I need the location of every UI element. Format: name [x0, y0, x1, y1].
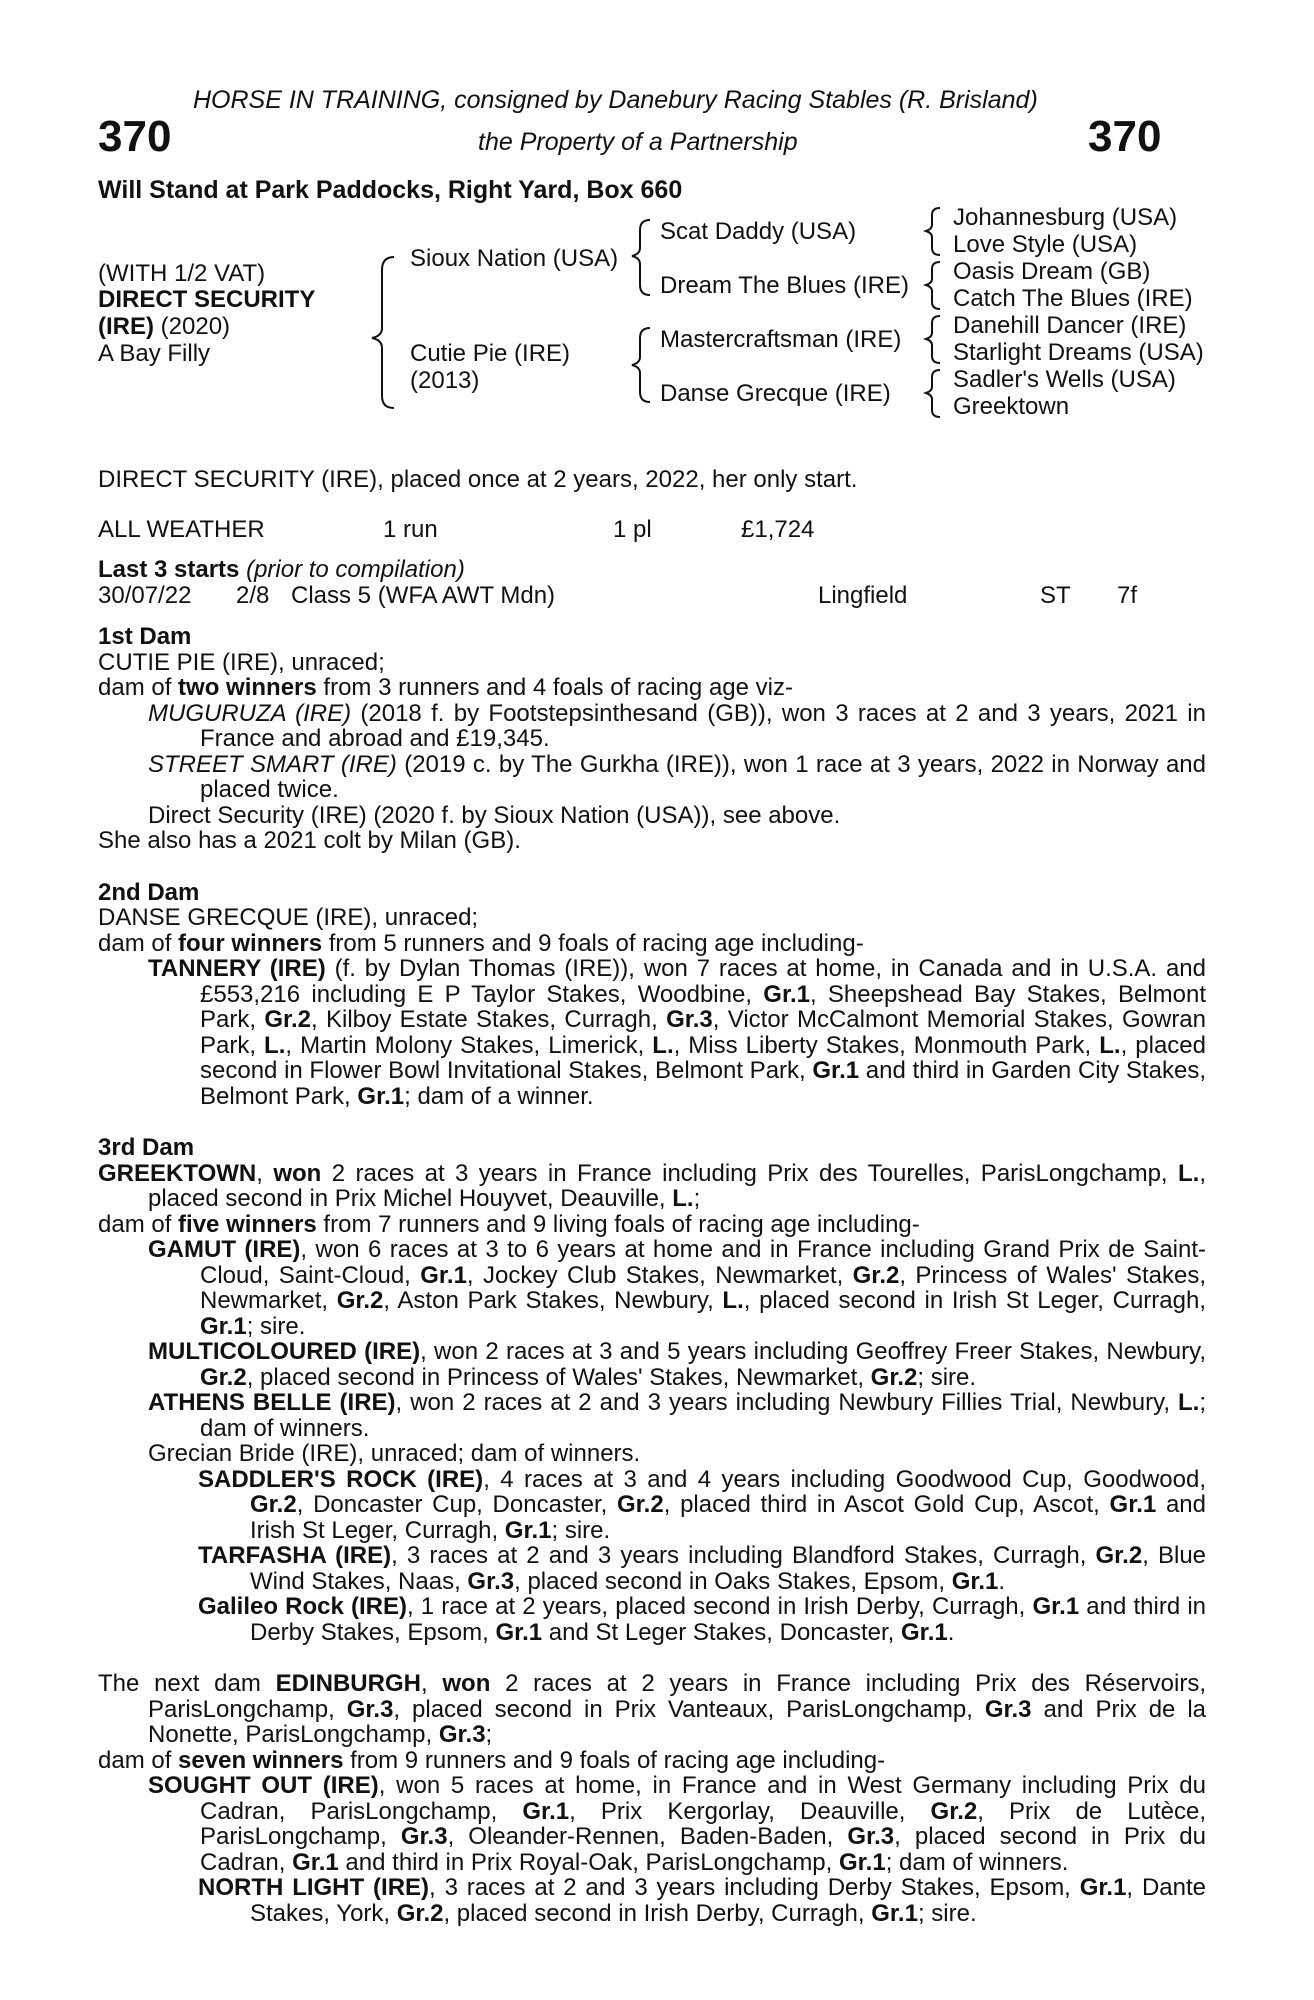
pedigree-g3: Oasis Dream (GB)	[953, 258, 1151, 285]
text-run: , Prix de Lutèce, ParisLongchamp,	[200, 1797, 1206, 1850]
text-run: Galileo Rock (IRE)	[198, 1593, 407, 1620]
horse-name: DIRECT SECURITY	[98, 286, 316, 313]
text-run: five winners	[178, 1210, 317, 1238]
text-run: Gr.1	[839, 1848, 886, 1876]
pedigree-g6: Starlight Dreams (USA)	[953, 339, 1204, 366]
next-dam-winners-line	[98, 1748, 1206, 1774]
third-dam-winners-line	[98, 1212, 1206, 1238]
third-dam-greektown	[98, 1161, 1206, 1212]
pedigree-sire: Sioux Nation (USA)	[410, 245, 619, 272]
text-run: and third in Derby Stakes, Epsom,	[250, 1593, 1206, 1646]
vat-note: (WITH 1/2 VAT)	[98, 260, 266, 287]
bracket-dam	[632, 328, 650, 402]
text-run: Gr.2	[200, 1363, 247, 1391]
text-run: , Miss Liberty Stakes, Monmouth Park,	[673, 1031, 1100, 1059]
pedigree-g1: Johannesburg (USA)	[953, 204, 1178, 231]
text-run: , placed second in Irish St Leger, Curragh,	[743, 1287, 1206, 1314]
text-run: , Princess of Wales' Stakes, Newmarket,	[200, 1261, 1207, 1314]
text-run: Gr.2	[852, 1261, 900, 1289]
text-run: ; sire.	[917, 1363, 977, 1391]
text-run: Gr.1	[871, 1899, 918, 1927]
text-run: , Martin Molony Stakes, Limerick,	[285, 1031, 653, 1059]
text-run: Gr.3	[847, 1823, 895, 1850]
text-run: , Dante Stakes, York,	[250, 1874, 1206, 1927]
text-run: Gr.2	[870, 1363, 918, 1391]
pedigree-g4: Catch The Blues (IRE)	[953, 285, 1193, 312]
record-earnings: £1,724	[741, 516, 815, 543]
pedigree-dam-year: (2013)	[410, 367, 480, 394]
text-run: , Aston Park Stakes, Newbury,	[383, 1287, 723, 1314]
text-run: MUGURUZA (IRE)	[148, 699, 352, 727]
horse-year: (2020)	[160, 313, 231, 340]
text-run: , Prix Kergorlay, Deauville,	[569, 1797, 931, 1825]
text-run: from 7 runners and 9 living foals of racing age including-	[316, 1210, 920, 1238]
second-dam-line2	[98, 931, 1206, 957]
bracket-gen1	[372, 257, 394, 408]
lot-number-left: 370	[98, 112, 172, 161]
next-dam-north-light	[98, 1875, 1206, 1926]
horse-origin: (IRE)	[98, 313, 154, 340]
text-run: dam of	[98, 929, 179, 957]
second-dam-line1: DANSE GRECQUE (IRE), unraced;	[98, 904, 479, 931]
text-run: Gr.3	[467, 1567, 515, 1595]
text-run: , placed second in Princess of Wales' Stakes, Newmarket,	[246, 1363, 871, 1391]
text-run: L.	[1178, 1159, 1200, 1187]
text-run: and St Leger Stakes, Doncaster,	[542, 1618, 902, 1646]
third-dam-gamut	[98, 1237, 1206, 1339]
text-run: , won 5 races at home, in France and in West Germany including Prix du Cadran, ParisLongchamp,	[200, 1772, 1206, 1825]
text-run: , placed second in Oaks Stakes, Epsom,	[514, 1567, 952, 1595]
text-run: Gr.1	[1109, 1491, 1157, 1518]
consignor-line: HORSE IN TRAINING, consigned by Danebury Racing Stables (R. Brisland)	[193, 86, 1038, 114]
text-run: Gr.2	[264, 1006, 312, 1033]
text-run: Gr.2	[930, 1797, 978, 1825]
text-run: Gr.3	[984, 1695, 1032, 1723]
last-start-going: ST	[1040, 582, 1071, 609]
first-dam-offspring-2	[98, 752, 1206, 803]
text-run: Gr.1	[420, 1261, 467, 1289]
text-run: , placed second in Prix du Cadran,	[200, 1823, 1207, 1876]
third-dam-heading: 3rd Dam	[98, 1134, 195, 1161]
third-dam-multicoloured	[98, 1339, 1206, 1390]
first-dam-offspring-3: Direct Security (IRE) (2020 f. by Sioux Nation (USA)), see above.	[148, 801, 841, 829]
text-run: , placed second in Prix Michel Houyvet, Deauville,	[148, 1159, 1206, 1212]
text-run: Gr.3	[438, 1721, 486, 1748]
text-run: Gr.3	[666, 1006, 713, 1033]
last-start-race: Class 5 (WFA AWT Mdn)	[291, 582, 556, 609]
text-run: Gr.2	[1095, 1542, 1143, 1569]
text-run: TANNERY (IRE)	[148, 955, 326, 982]
text-run: dam of	[98, 1210, 179, 1238]
text-run: Gr.1	[357, 1082, 405, 1110]
text-run: SADDLER'S ROCK (IRE)	[198, 1465, 484, 1493]
text-run: Gr.1	[901, 1618, 948, 1646]
text-run: L.	[1099, 1031, 1121, 1059]
text-run: ,	[420, 1670, 443, 1697]
text-run: Gr.1	[1032, 1593, 1080, 1620]
text-run: Gr.1	[504, 1516, 552, 1544]
text-run: and third in Garden City Stakes, Belmont Park,	[200, 1057, 1207, 1110]
text-run: , won 2 races at 2 and 3 years including Newbury Fillies Trial, Newbury,	[395, 1389, 1178, 1416]
stand-line: Will Stand at Park Paddocks, Right Yard, Box 660	[98, 176, 683, 204]
pedigree-sire-sire: Scat Daddy (USA)	[660, 218, 857, 245]
pedigree-dam: Cutie Pie (IRE)	[410, 340, 571, 367]
text-run: Gr.1	[763, 980, 810, 1008]
bracket-sire	[632, 220, 650, 295]
text-run: , Victor McCalmont Memorial Stakes, Gowran Park,	[200, 1006, 1207, 1059]
text-run: , Doncaster Cup, Doncaster,	[296, 1491, 617, 1518]
third-dam-saddlers-rock	[98, 1467, 1206, 1544]
first-dam-line1: CUTIE PIE (IRE), unraced;	[98, 648, 385, 676]
lot-number-right: 370	[1088, 112, 1162, 161]
text-run: STREET SMART (IRE)	[148, 750, 397, 778]
text-run: seven winners	[178, 1746, 344, 1774]
next-dam-sought-out	[98, 1773, 1206, 1875]
text-run: L.	[722, 1287, 744, 1314]
text-run: Gr.1	[292, 1848, 339, 1876]
text-run: ; dam of winners.	[885, 1848, 1069, 1876]
property-line: the Property of a Partnership	[478, 128, 798, 156]
text-run: and Prix de la Nonette, ParisLongchamp,	[148, 1695, 1207, 1748]
text-run: SOUGHT OUT (IRE)	[148, 1772, 379, 1799]
first-dam-offspring-1	[98, 701, 1206, 752]
text-run: ; sire.	[917, 1899, 977, 1927]
text-run: L.	[672, 1185, 694, 1212]
text-run: , Jockey Club Stakes, Newmarket,	[466, 1261, 853, 1289]
record-surface: ALL WEATHER	[98, 516, 265, 543]
text-run: , Kilboy Estate Stakes, Curragh,	[311, 1006, 667, 1033]
pedigree-dam-dam: Danse Grecque (IRE)	[660, 380, 891, 407]
text-run: Gr.1	[1079, 1874, 1127, 1901]
last-starts-note: (prior to compilation)	[246, 556, 465, 583]
text-run: and third in Prix Royal-Oak, ParisLongchamp,	[338, 1848, 839, 1876]
bracket-g3	[926, 316, 940, 363]
text-run: won	[442, 1670, 491, 1697]
text-run: , placed second in Prix Vanteaux, ParisLongchamp,	[393, 1695, 985, 1723]
first-dam-line2	[98, 675, 1206, 701]
text-run: 2 races at 3 years in France including Prix des Tourelles, ParisLongchamp,	[321, 1159, 1178, 1187]
race-summary: DIRECT SECURITY (IRE), placed once at 2 years, 2022, her only start.	[98, 466, 858, 493]
text-run: L.	[264, 1031, 286, 1059]
text-run: , Oleander-Rennen, Baden-Baden,	[447, 1823, 848, 1850]
text-run: ; sire.	[246, 1312, 306, 1340]
text-run: , Sheepshead Bay Stakes, Belmont Park,	[200, 980, 1206, 1033]
text-run: MULTICOLOURED (IRE)	[148, 1338, 421, 1365]
text-run: Gr.2	[396, 1899, 444, 1927]
text-run: from 9 runners and 9 foals of racing age including-	[343, 1746, 886, 1774]
text-run: L.	[1178, 1389, 1200, 1416]
bracket-g4	[926, 370, 940, 417]
text-run: Gr.1	[951, 1567, 999, 1595]
text-run: GREEKTOWN	[98, 1159, 257, 1187]
last-starts-title: Last 3 starts	[98, 556, 240, 583]
text-run: EDINBURGH	[275, 1670, 421, 1697]
pedigree-dam-sire: Mastercraftsman (IRE)	[660, 326, 902, 353]
text-run: Gr.3	[346, 1695, 394, 1723]
text-run: dam of	[98, 674, 179, 701]
text-run: and Irish St Leger, Curragh,	[250, 1491, 1206, 1544]
text-run: dam of	[98, 1746, 179, 1774]
text-run: four winners	[178, 929, 323, 957]
text-run: , placed second in Irish Derby, Curragh,	[443, 1899, 872, 1927]
text-run: Gr.1	[200, 1312, 247, 1340]
third-dam-grecian-bride: Grecian Bride (IRE), unraced; dam of winners.	[148, 1440, 641, 1467]
text-run: ;	[485, 1721, 493, 1748]
text-run: , 3 races at 2 and 3 years including Derby Stakes, Epsom,	[429, 1874, 1080, 1901]
third-dam-galileo-rock	[98, 1594, 1206, 1645]
text-run: Gr.2	[250, 1491, 297, 1518]
first-dam-line3: She also has a 2021 colt by Milan (GB).	[98, 827, 521, 854]
text-run: ; dam of winners.	[200, 1389, 1206, 1442]
text-run: , 3 races at 2 and 3 years including Blandford Stakes, Curragh,	[391, 1542, 1096, 1569]
text-run: ,	[256, 1159, 274, 1187]
third-dam-athens-belle	[98, 1390, 1206, 1441]
text-run: , won 2 races at 3 and 5 years including Geoffrey Freer Stakes, Newbury,	[420, 1338, 1206, 1365]
text-run: .	[947, 1618, 955, 1646]
text-run: (2018 f. by Footstepsinthesand (GB)), won 3 races at 2 and 3 years, 2021 in France and abroad and £19,345.	[200, 699, 1206, 752]
text-run: Gr.2	[336, 1287, 384, 1314]
text-run: , 1 race at 2 years, placed second in Irish Derby, Curragh,	[406, 1593, 1033, 1620]
pedigree-sire-dam: Dream The Blues (IRE)	[660, 272, 909, 299]
record-placed: 1 pl	[613, 516, 652, 543]
text-run: (f. by Dylan Thomas (IRE)), won 7 races at home, in Canada and in U.S.A. and £553,216 including E P Taylor Stakes, Woodbine,	[200, 955, 1206, 1008]
text-run: The next dam	[98, 1670, 276, 1697]
text-run: TARFASHA (IRE)	[198, 1542, 392, 1569]
text-run: Gr.3	[400, 1823, 448, 1850]
text-run: won	[273, 1159, 322, 1187]
text-run: Gr.1	[495, 1618, 543, 1646]
text-run: GAMUT (IRE)	[148, 1236, 301, 1263]
text-run: Gr.1	[522, 1797, 570, 1825]
text-run: , Blue Wind Stakes, Naas,	[250, 1542, 1207, 1595]
text-run: .	[998, 1567, 1006, 1595]
last-start-position: 2/8	[236, 582, 270, 609]
text-run: L.	[652, 1031, 674, 1059]
pedigree-g2: Love Style (USA)	[953, 231, 1138, 258]
text-run: ; sire.	[551, 1516, 611, 1544]
text-run: (2019 c. by The Gurkha (IRE)), won 1 race at 3 years, 2022 in Norway and placed twice.	[200, 750, 1206, 803]
pedigree-notes	[98, 624, 1206, 1926]
second-dam-heading: 2nd Dam	[98, 878, 200, 906]
bracket-g1	[926, 208, 940, 255]
text-run: Gr.2	[617, 1491, 664, 1518]
text-run: from 5 runners and 9 foals of racing age including-	[322, 929, 864, 957]
text-run: , placed third in Ascot Gold Cup, Ascot,	[663, 1491, 1110, 1518]
text-run: , placed second in Flower Bowl Invitational Stakes, Belmont Park,	[200, 1031, 1206, 1084]
last-start-distance: 7f	[1117, 582, 1138, 609]
pedigree-g7: Sadler's Wells (USA)	[953, 366, 1176, 393]
text-run: ATHENS BELLE (IRE)	[148, 1389, 396, 1416]
text-run: 2 races at 2 years in France including Prix des Réservoirs, ParisLongchamp,	[148, 1670, 1206, 1723]
last-starts-heading	[98, 556, 465, 584]
next-dam-edinburgh	[98, 1671, 1206, 1748]
record-runs: 1 run	[383, 516, 438, 543]
text-run: , 4 races at 3 and 4 years including Goodwood Cup, Goodwood,	[483, 1465, 1207, 1493]
text-run: Gr.1	[812, 1057, 860, 1084]
text-run: two winners	[178, 674, 317, 701]
second-dam-tannery	[98, 956, 1206, 1109]
bracket-g2	[926, 262, 940, 309]
third-dam-tarfasha	[98, 1543, 1206, 1594]
text-run: from 3 runners and 4 foals of racing age viz-	[316, 674, 793, 701]
pedigree-g8: Greektown	[953, 393, 1070, 420]
text-run: NORTH LIGHT (IRE)	[198, 1874, 430, 1901]
last-start-date: 30/07/22	[98, 582, 192, 609]
last-start-course: Lingfield	[818, 582, 908, 609]
text-run: ;	[693, 1185, 701, 1212]
pedigree-g5: Danehill Dancer (IRE)	[953, 312, 1187, 339]
horse-description: A Bay Filly	[98, 340, 211, 367]
first-dam-heading: 1st Dam	[98, 623, 192, 650]
text-run: ; dam of a winner.	[404, 1082, 594, 1110]
text-run: , won 6 races at 3 to 6 years at home and in France including Grand Prix de Saint-Cloud, Saint-Cloud,	[200, 1236, 1206, 1289]
